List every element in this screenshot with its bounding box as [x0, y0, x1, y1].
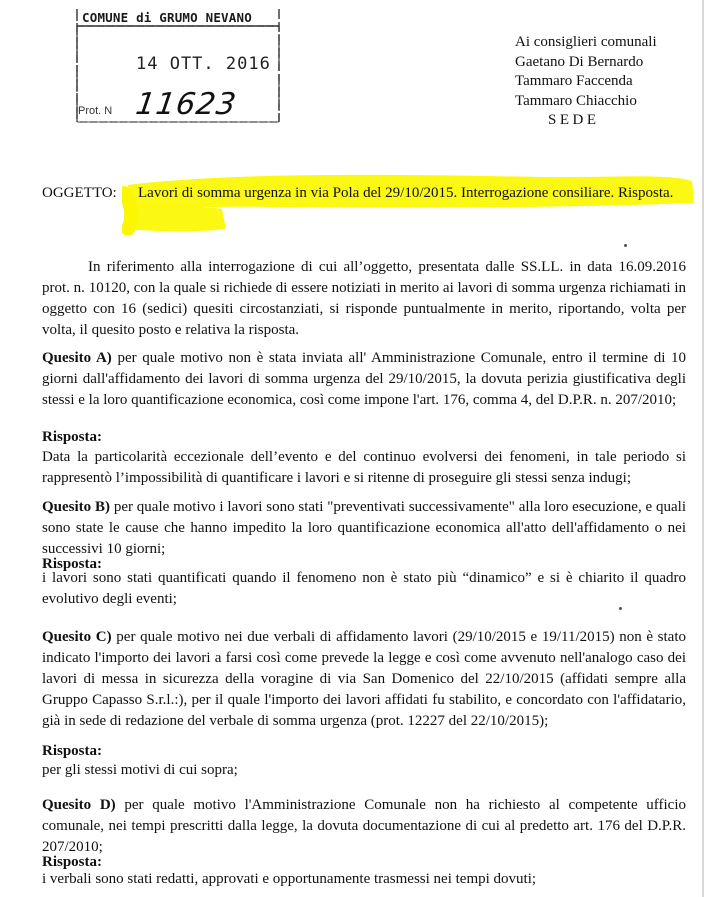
question-d: [42, 795, 686, 858]
recipient-line: Tammaro Faccenda: [515, 73, 633, 89]
answer-a: Data la particolarità eccezionale dell’evento e del continuo evolversi dei fenomeni, in tale periodo si rappresentò l’impossibilità di quantificare i lavori e si ritenne di proseguire gli stessi senza indugi;: [42, 449, 686, 486]
stamp-prot-number: 11623: [133, 87, 239, 122]
stamp-prot-label: Prot. N: [78, 105, 113, 117]
protocol-stamp: [76, 9, 280, 123]
answer-label: Risposta:: [42, 429, 103, 445]
recipient-line: Gaetano Di Bernardo: [515, 53, 644, 70]
question-text: per quale motivo i lavori sono stati "preventivati successivamente" alla loro esecuzione, e quali sono state le cause che hanno impedito la loro quantificazione economica all'atto dell'affidamento o nei successivi 10 giorni;: [42, 499, 687, 557]
subject-text: Lavori di somma urgenza in via Pola del 29/10/2015. Interrogazione consiliare. Risposta.: [138, 185, 674, 201]
recipient-line: Tammaro Chiacchio: [515, 92, 637, 109]
recipients-block: [515, 33, 657, 131]
question-label: Quesito C): [42, 629, 112, 645]
question-b: [42, 497, 686, 560]
answer-label: Risposta:: [42, 854, 103, 870]
question-label: Quesito B): [42, 499, 110, 515]
recipient-sede: SEDE: [548, 112, 600, 128]
recipient-line: Ai consiglieri comunali: [515, 34, 657, 50]
stamp-date: 14 OTT. 2016: [136, 54, 271, 74]
answer-label: Risposta:: [42, 743, 103, 759]
answer-label: Risposta:: [42, 556, 103, 572]
question-c: [42, 627, 686, 732]
stamp-comune: COMUNE di GRUMO NEVANO: [82, 10, 252, 25]
question-text: per quale motivo l'Amministrazione Comunale non ha richiesto al competente ufficio comunale, nei tempi prescritti dalla legge, la dovuta documentazione di cui al predetto art. 176 del D.P.R. 207/2010;: [42, 797, 686, 855]
scan-speck: [624, 244, 627, 247]
subject-label: OGGETTO:: [42, 185, 117, 201]
question-text: per quale motivo non è stata inviata all' Amministrazione Comunale, entro il termine di 10 giorni dall'affidamento dei lavori di somma urgenza del 29/10/2015, la dovuta perizia giustificativa degli stessi e la loro quantificazione economica, così come impone l'art. 176, comma 4, del D.P.R. n. 207/2010;: [42, 350, 687, 408]
answer-b: i lavori sono stati quantificati quando il fenomeno non è stato più “dinamico” e si è chiarito il quadro evolutivo degli eventi;: [42, 570, 686, 607]
scan-speck: [619, 607, 622, 610]
answer-d: i verbali sono stati redatti, approvati e opportunamente trasmessi nei tempi dovuti;: [42, 871, 537, 887]
intro-paragraph: In riferimento alla interrogazione di cui all’oggetto, presentata dalle SS.LL. in data 16.09.2016 prot. n. 10120, con la quale si richiede di essere notiziati in merito ai lavori di somma urgenza richiamati in oggetto con 16 (sedici) quesiti circostanziati, si risponde puntualmente in merito, riportando, volta per volta, il quesito posto e relativa la risposta.: [42, 259, 686, 338]
question-label: Quesito A): [42, 350, 112, 366]
answer-c: per gli stessi motivi di cui sopra;: [42, 762, 238, 778]
question-text: per quale motivo nei due verbali di affidamento lavori (29/10/2015 e 19/11/2015) non è stato indicato l'importo dei lavori a farsi così come prevede la legge e così come avvenuto nell'analogo caso dei lavori di messa in sicurezza della voragine di via San Domenico del 22/10/2015 (affidati sempre alla Gruppo Capasso S.r.l.:), per il quale l'importo dei lavori affidati fu stabilito, e concordato con l'affidatario, già in sede di redazione del verbale di somma urgenza (prot. 12227 del 22/10/2015);: [42, 629, 687, 729]
question-label: Quesito D): [42, 797, 116, 813]
question-a: [42, 348, 686, 411]
